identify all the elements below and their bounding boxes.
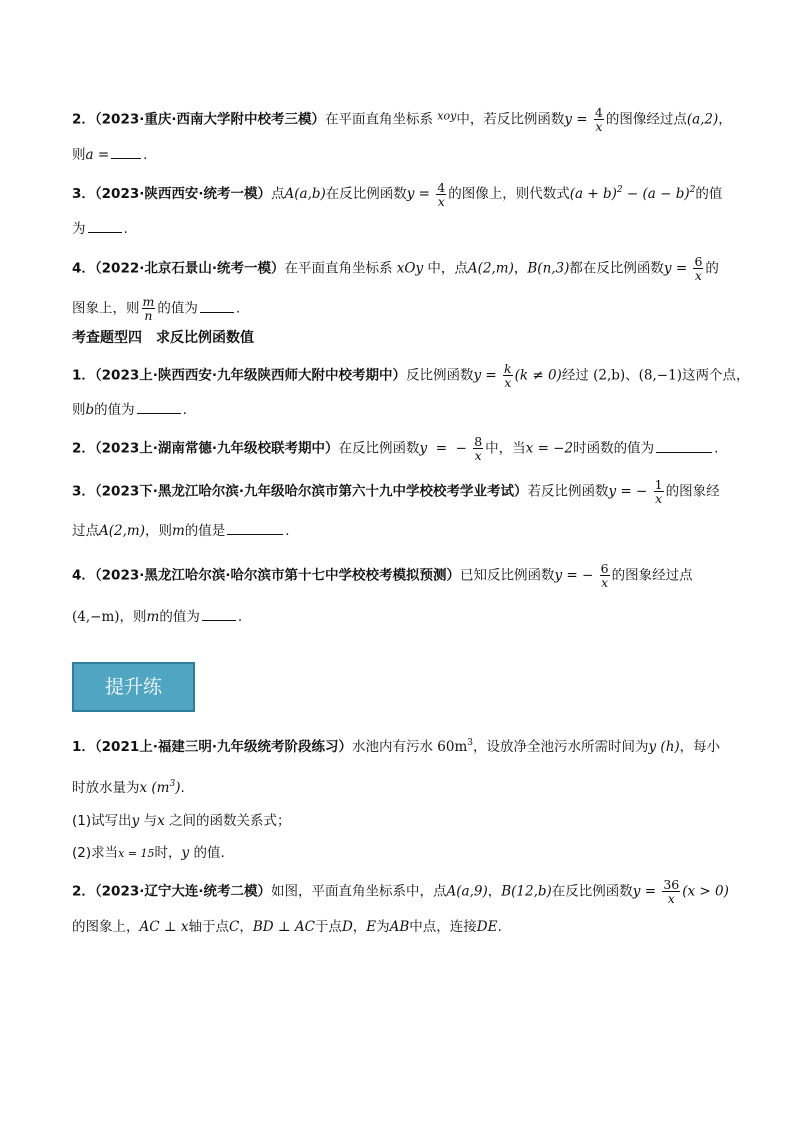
answer-blank[interactable] xyxy=(202,606,236,621)
math-expression: y = xyxy=(473,367,497,384)
question-text: 的图像经过点 xyxy=(605,111,687,128)
math-expression: y = − xyxy=(608,483,648,500)
answer-blank[interactable] xyxy=(88,218,122,233)
math-coordinate-system: xoy xyxy=(437,109,457,123)
math-fraction: $\frac{4}{x}$ xyxy=(437,179,446,209)
math-fraction: $\frac{4}{x}$ xyxy=(594,105,603,134)
question-number: 2． xyxy=(72,111,95,128)
practice-banner: 提升练 xyxy=(72,662,195,712)
question-1-line-2: 则b的值为 . xyxy=(72,399,187,420)
question-source: （2023下·黑龙江哈尔滨·九年级哈尔滨市第六十九中学校校考学业考试） xyxy=(94,483,528,500)
question-4-line-1: 4．（2022·北京石景山·统考一模）在平面直角坐标系 xOy 中，点A(2,m)，B(n,3)都在反比例函数y = $\frac{6}{x}$ 的 xyxy=(72,254,719,283)
math-fraction: $\frac{6}{x}$ xyxy=(600,561,609,590)
math-condition: (x > 0) xyxy=(682,883,729,900)
math-fraction: $\frac{m}{n}$ xyxy=(142,294,155,323)
question-text: 中，若反比例函数 xyxy=(456,111,565,128)
practice-1-line-1: 1．（2021上·福建三明·九年级统考阶段练习）水池内有污水 $60m^3$，设放净全池污水所需时间为y (h)，每小 xyxy=(72,738,721,755)
math-coordinate-system: xOy xyxy=(396,260,424,277)
math-point: B(n,3) xyxy=(527,260,570,277)
math-expression: y (h) xyxy=(648,739,680,755)
question-source: （2023上·湖南常德·九年级校联考期中） xyxy=(94,440,339,457)
math-point: A(2,m) xyxy=(467,260,514,277)
math-points: (2,b)、(8,−1) xyxy=(593,367,682,384)
question-number: 3． xyxy=(72,186,95,202)
answer-blank[interactable] xyxy=(227,520,283,535)
question-number: 3． xyxy=(72,483,95,500)
question-4-line-2: (4,−m)，则m的值为 . xyxy=(72,606,242,627)
question-number: 4． xyxy=(72,260,95,277)
answer-blank[interactable] xyxy=(111,144,141,159)
math-expression: $(a + b)^2 - (a - b)^2$ xyxy=(569,185,696,202)
question-2-line-1: 2．（2023上·湖南常德·九年级校联考期中）在反比例函数y = − $\frac{8}{x}$ 中，当x = −2时函数的值为 . xyxy=(72,434,719,463)
math-expression: y = − xyxy=(419,440,467,457)
math-expression: y = xyxy=(406,186,430,202)
math-point: (4,−m) xyxy=(72,609,120,625)
math-point: A(2,m) xyxy=(99,523,145,539)
question-2-line-1: 2．（2023·重庆·西南大学附中校考三模）在平面直角坐标系 $^{xoy}$中，若反比例函数y = $\frac{4}{x}$ 的图像经过点(a,2)， xyxy=(72,105,732,134)
math-fraction: $\frac{k}{x}$ xyxy=(504,361,512,390)
math-condition: (k ≠ 0) xyxy=(514,367,562,384)
question-source: （2023·黑龙江哈尔滨·哈尔滨市第十七中学校校考模拟预测） xyxy=(94,567,460,584)
question-3-line-2: 为 . xyxy=(72,218,128,239)
question-source: （2023·陕西西安·统考一模） xyxy=(94,186,271,202)
practice-1-subquestion-1: (1)试写出y 与x 之间的函数关系式； xyxy=(72,813,291,829)
question-source: （2023·重庆·西南大学附中校考三模） xyxy=(94,111,325,128)
math-point: (a,2) xyxy=(686,111,719,128)
practice-2-line-2: 的图象上，AC ⊥ x轴于点C，BD ⊥ AC于点D，E为AB中点，连接DE. xyxy=(72,919,502,935)
question-4-line-1: 4．（2023·黑龙江哈尔滨·哈尔滨市第十七中学校校考模拟预测）已知反比例函数y = − $\frac{6}{x}$ 的图象经过点 xyxy=(72,561,693,590)
question-source: （2022·北京石景山·统考一模） xyxy=(94,260,285,277)
math-fraction: $\frac{36}{x}$ xyxy=(663,877,680,906)
math-point: A(a,9) xyxy=(446,883,488,900)
answer-blank[interactable] xyxy=(200,298,234,313)
math-point: B(12,b) xyxy=(501,883,552,900)
math-fraction: $\frac{1}{x}$ xyxy=(654,477,663,506)
math-condition: x = −2 xyxy=(525,440,574,457)
answer-blank[interactable] xyxy=(137,399,181,414)
question-3-line-1: 3．（2023下·黑龙江哈尔滨·九年级哈尔滨市第六十九中学校校考学业考试）若反比例函数y = − $\frac{1}{x}$ 的图象经 xyxy=(72,477,720,506)
question-number: 4． xyxy=(72,567,95,584)
math-fraction: $\frac{8}{x}$ xyxy=(474,434,483,463)
practice-1-subquestion-2: (2)求当x = 15时，y 的值. xyxy=(72,845,225,861)
math-volume: $60m^3$ xyxy=(437,738,474,755)
question-number: 1． xyxy=(72,367,95,384)
question-1-line-1: 1．（2023上·陕西西安·九年级陕西师大附中校考期中）反比例函数y = $\frac{k}{x}$ (k ≠ 0)经过 (2,b)、(8,−1)这两个点， xyxy=(72,361,750,390)
practice-2-line-1: 2．（2023·辽宁大连·统考二模）如图，平面直角坐标系中，点A(a,9)，B(12,b)在反比例函数y = $\frac{36}{x}$ (x > 0) xyxy=(72,877,729,906)
math-expression: y = xyxy=(564,111,588,128)
question-text: 在平面直角坐标系 xyxy=(325,111,433,128)
math-expression: y = − xyxy=(554,567,594,584)
practice-1-line-2: 时放水量为x $(m^3)$. xyxy=(72,779,185,796)
answer-blank[interactable] xyxy=(656,438,712,453)
section-heading: 考查题型四 求反比例函数值 xyxy=(72,330,254,346)
question-3-line-1: 3．（2023·陕西西安·统考一模）点A(a,b)在反比例函数y = $\frac{4}{x}$ 的图像上，则代数式$(a + b)^2 - (a - b)^2$的值 xyxy=(72,179,723,209)
math-expression: y = xyxy=(632,883,657,900)
math-fraction: $\frac{6}{x}$ xyxy=(694,254,703,283)
math-expression: a = xyxy=(85,147,110,163)
question-2-line-2: 则a = . xyxy=(72,144,147,165)
question-source: （2021上·福建三明·九年级统考阶段练习） xyxy=(94,739,352,755)
math-expression: y = xyxy=(663,260,688,277)
math-expression: x $(m^3)$ xyxy=(139,779,181,796)
question-number: 2． xyxy=(72,883,95,900)
question-source: （2023·辽宁大连·统考二模） xyxy=(94,883,271,900)
math-point: A(a,b) xyxy=(284,186,326,202)
question-number: 1． xyxy=(72,739,95,755)
question-number: 2． xyxy=(72,440,95,457)
question-3-line-2: 过点A(2,m)，则m的值是 . xyxy=(72,520,290,541)
question-4-line-2: 图象上，则 $\frac{m}{n}$ 的值为 . xyxy=(72,294,241,323)
question-source: （2023上·陕西西安·九年级陕西师大附中校考期中） xyxy=(94,367,406,384)
